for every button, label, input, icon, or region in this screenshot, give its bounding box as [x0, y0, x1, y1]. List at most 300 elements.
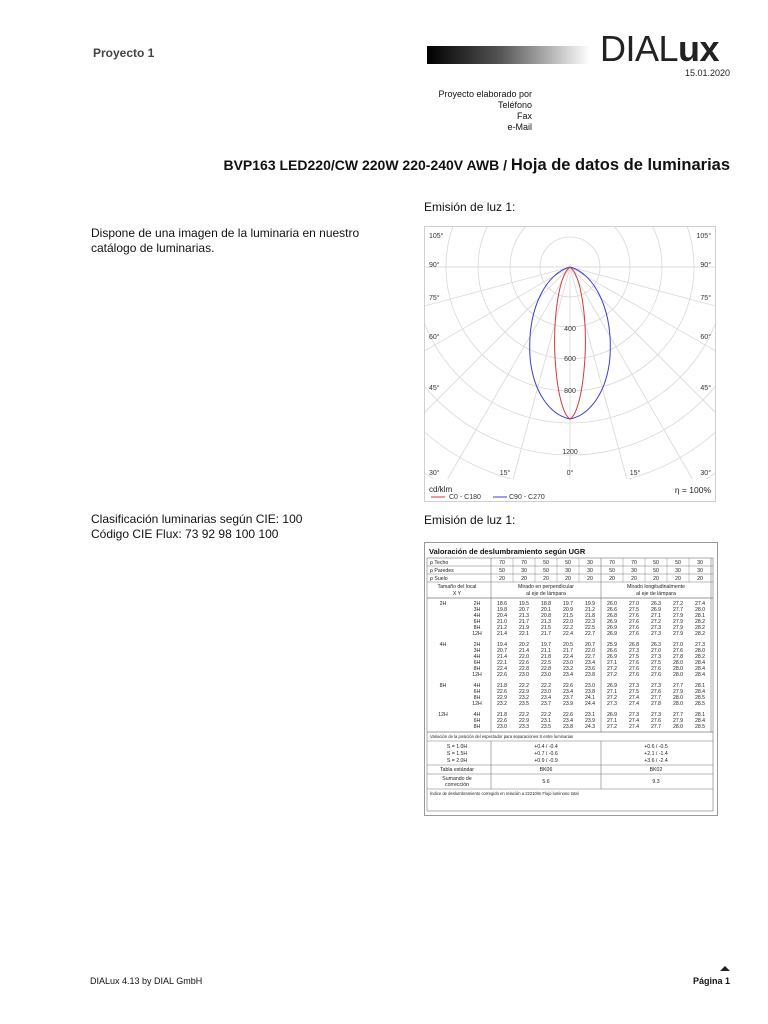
ugr-value: 28.4 [694, 666, 706, 672]
ugr-value: 21.1 [540, 648, 552, 654]
ugr-value: 22.4 [562, 654, 574, 660]
ugr-value: 21.8 [496, 712, 508, 718]
ugr-value: 19.8 [496, 607, 508, 613]
ugr-value: 27.3 [694, 642, 706, 648]
ugr-value: 27.6 [628, 660, 640, 666]
ugr-value: 27.1 [650, 613, 662, 619]
page-title [223, 156, 730, 175]
ugr-value: 23.2 [496, 701, 508, 707]
ugr-value: 27.6 [650, 718, 662, 724]
ugr-value: 27.4 [628, 724, 640, 730]
ugr-value: 22.4 [496, 666, 508, 672]
room-y-label: 8H [473, 724, 481, 730]
ugr-value: 22.3 [584, 619, 596, 625]
ugr-value: 21.8 [584, 613, 596, 619]
ugr-value: 21.4 [496, 631, 508, 637]
ugr-title: Valoración de deslumbramiento según UGR [429, 547, 586, 556]
ugr-value: 27.7 [672, 712, 684, 718]
radial-label: 600 [564, 356, 576, 363]
ugr-value: 22.6 [518, 660, 530, 666]
ugr-value: 18.8 [540, 601, 552, 607]
ugr-value: 23.9 [562, 701, 574, 707]
ugr-value: 27.5 [628, 689, 640, 695]
ugr-value: 27.6 [628, 672, 640, 678]
cie-classification: Clasificación luminarias según CIE: 100 [91, 512, 303, 526]
ugr-value: 20.5 [562, 642, 574, 648]
ugr-value: 27.6 [650, 689, 662, 695]
ugr-value: 28.0 [672, 695, 684, 701]
radial-label: 1200 [562, 449, 578, 456]
ugr-value: 22.0 [562, 619, 574, 625]
ugr-value: 27.5 [628, 654, 640, 660]
ugr-value: 28.1 [694, 613, 706, 619]
ugr-value: 26.3 [650, 642, 662, 648]
ugr-value: 22.6 [562, 683, 574, 689]
ugr-value: 28.0 [672, 724, 684, 730]
variation-note: Variación de la posición del espectador para separaciones S entre luminarias [430, 734, 574, 739]
ugr-value: 27.0 [628, 601, 640, 607]
ugr-value: 23.0 [496, 724, 508, 730]
room-x-label: 12H [438, 712, 448, 718]
room-y-label: 2H [473, 642, 481, 648]
ugr-value: 28.0 [672, 666, 684, 672]
ugr-value: 22.4 [562, 631, 574, 637]
room-x-label: 8H [439, 683, 447, 689]
ugr-value: 24.1 [584, 695, 596, 701]
ugr-glare-table [424, 542, 718, 816]
ugr-value: 27.0 [672, 642, 684, 648]
correction-label: corrección [445, 782, 469, 788]
ugr-value: 23.6 [584, 666, 596, 672]
ugr-value: 28.0 [672, 672, 684, 678]
contact-email: e-Mail [507, 122, 532, 132]
room-y-label: 8H [473, 625, 481, 631]
ugr-value: 22.2 [540, 712, 552, 718]
ugr-value: 26.6 [606, 607, 618, 613]
ugr-value: 23.4 [562, 672, 574, 678]
ugr-value: 27.1 [606, 718, 618, 724]
polar-unit: cd/klm [429, 485, 453, 494]
header-gradient-bar [427, 46, 590, 64]
ugr-value: 23.2 [562, 666, 574, 672]
ugr-value: 27.3 [650, 683, 662, 689]
ugr-value: 22.7 [584, 654, 596, 660]
reflectance-value: 30 [587, 560, 593, 566]
ugr-value: 27.6 [628, 666, 640, 672]
correction-label: Sumando de [442, 776, 472, 782]
ugr-value: 27.1 [606, 660, 618, 666]
ugr-value: 23.1 [584, 712, 596, 718]
ugr-value: 28.4 [694, 689, 706, 695]
room-y-label: 8H [473, 695, 481, 701]
ugr-value: 26.3 [650, 601, 662, 607]
ugr-value: 27.3 [628, 648, 640, 654]
reflectance-value: 50 [653, 568, 659, 574]
ugr-value: 23.0 [562, 660, 574, 666]
ugr-value: 22.1 [496, 660, 508, 666]
ugr-value: 20.7 [584, 642, 596, 648]
ugr-value: 28.2 [694, 619, 706, 625]
cie-flux-code: Código CIE Flux: 73 92 98 100 100 [91, 527, 279, 541]
ugr-value: 27.8 [672, 654, 684, 660]
ugr-value: 19.4 [496, 642, 508, 648]
reflectance-label: ρ Suelo [430, 576, 448, 582]
reflectance-value: 20 [697, 576, 703, 582]
document-date: 15.01.2020 [684, 68, 730, 78]
reflectance-value: 20 [543, 576, 549, 582]
ugr-value: 26.9 [606, 683, 618, 689]
reflectance-value: 20 [587, 576, 593, 582]
ugr-value: 26.9 [606, 631, 618, 637]
room-x-label: 4H [439, 642, 447, 648]
room-y-label: 8H [473, 666, 481, 672]
ugr-value: 23.8 [562, 724, 574, 730]
longitudinal-label: Mirado longitudinalmente [627, 584, 685, 590]
ugr-value: 27.4 [628, 695, 640, 701]
reflectance-value: 50 [653, 560, 659, 566]
ugr-value: 22.7 [584, 631, 596, 637]
angle-label-left: 90° [429, 262, 440, 269]
reflectance-value: 20 [521, 576, 527, 582]
room-y-label: 4H [473, 712, 481, 718]
dialux-logo [600, 28, 719, 70]
page-up-arrow-icon[interactable] [720, 966, 730, 971]
ugr-value: 27.7 [672, 607, 684, 613]
ugr-value: 22.2 [518, 683, 530, 689]
spacing-label: S = 1.0H [446, 744, 468, 750]
ugr-value: 27.3 [650, 654, 662, 660]
reflectance-value: 50 [543, 568, 549, 574]
angle-label-left: 45° [429, 385, 440, 392]
room-size-label: Tamaño del local [437, 584, 477, 590]
emission-label-1: Emisión de luz 1: [424, 200, 516, 214]
room-y-label: 2H [473, 601, 481, 607]
ugr-value: 20.1 [540, 607, 552, 613]
ugr-value: 22.8 [518, 666, 530, 672]
reflectance-value: 20 [675, 576, 681, 582]
ugr-value: 27.9 [672, 613, 684, 619]
ugr-value: 26.9 [606, 625, 618, 631]
ugr-value: 28.2 [694, 631, 706, 637]
ugr-value: 21.0 [496, 619, 508, 625]
ugr-value: 27.3 [650, 631, 662, 637]
ugr-value: 27.2 [606, 724, 618, 730]
ugr-value: 20.2 [518, 642, 530, 648]
logo-text-bold: ux [678, 28, 720, 69]
variation-longitudinal: +3.6 / -2.4 [644, 758, 668, 764]
ugr-value: 28.5 [694, 724, 706, 730]
footer-page-number: Página 1 [692, 976, 730, 986]
ugr-value: 27.3 [628, 712, 640, 718]
room-y-label: 4H [473, 613, 481, 619]
ugr-value: 27.6 [628, 631, 640, 637]
ugr-value: 19.9 [584, 601, 596, 607]
ugr-value: 26.6 [606, 648, 618, 654]
ugr-value: 21.3 [518, 613, 530, 619]
ugr-value: 27.6 [672, 648, 684, 654]
ugr-value: 21.9 [518, 625, 530, 631]
angle-label-right: 75° [700, 295, 711, 302]
contact-fax: Fax [516, 111, 532, 121]
reflectance-value: 20 [609, 576, 615, 582]
ugr-value: 21.5 [540, 625, 552, 631]
ugr-value: 22.6 [496, 689, 508, 695]
ugr-value: 28.0 [672, 701, 684, 707]
logo-text-light: DIAL [600, 28, 679, 69]
room-y-label: 4H [473, 683, 481, 689]
spacing-label: S = 1.5H [446, 751, 468, 757]
ugr-value: 22.8 [540, 666, 552, 672]
reflectance-value: 50 [565, 560, 571, 566]
ugr-value: 21.7 [562, 648, 574, 654]
ugr-value: 20.7 [518, 607, 530, 613]
ugr-value: 28.2 [694, 654, 706, 660]
angle-label-left: 30° [429, 470, 440, 477]
reflectance-value: 30 [697, 568, 703, 574]
ugr-value: 21.4 [496, 654, 508, 660]
ugr-value: 27.2 [606, 672, 618, 678]
ugr-value: 28.4 [694, 718, 706, 724]
ugr-value: 27.5 [628, 607, 640, 613]
ugr-value: 22.0 [584, 648, 596, 654]
ugr-value: 22.2 [540, 683, 552, 689]
reflectance-value: 20 [653, 576, 659, 582]
ugr-value: 27.3 [650, 712, 662, 718]
ugr-value: 22.9 [518, 718, 530, 724]
ugr-value: 27.4 [628, 718, 640, 724]
ugr-value: 22.6 [496, 672, 508, 678]
ugr-value: 26.8 [606, 613, 618, 619]
ugr-value: 23.5 [540, 724, 552, 730]
reflectance-value: 20 [565, 576, 571, 582]
ugr-value: 22.5 [584, 625, 596, 631]
contact-phone: Teléfono [497, 100, 532, 110]
ugr-value: 23.4 [562, 718, 574, 724]
ugr-value: 28.1 [694, 683, 706, 689]
ugr-value: 28.0 [672, 660, 684, 666]
radial-label: 800 [564, 388, 576, 395]
ugr-value: 26.9 [606, 712, 618, 718]
room-y-label: 4H [473, 654, 481, 660]
angle-label-left: 105° [429, 233, 444, 240]
angle-label-left: 75° [429, 295, 440, 302]
ugr-value: 27.8 [650, 701, 662, 707]
reflectance-value: 20 [631, 576, 637, 582]
ugr-value: 21.2 [584, 607, 596, 613]
reflectance-label: ρ Paredes [430, 568, 454, 574]
ugr-value: 27.9 [672, 631, 684, 637]
ugr-value: 27.2 [606, 695, 618, 701]
room-x-label: 2H [439, 601, 447, 607]
ugr-value: 23.4 [562, 689, 574, 695]
ugr-value: 27.2 [672, 601, 684, 607]
ugr-value: 22.5 [540, 660, 552, 666]
polar-diagram-panel [424, 226, 716, 502]
reflectance-value: 70 [521, 560, 527, 566]
emission-label-2: Emisión de luz 1: [424, 513, 516, 527]
ugr-value: 20.4 [496, 613, 508, 619]
reflectance-value: 50 [543, 560, 549, 566]
ugr-footnote: Índice de deslumbramiento corregido en relación a 22210lm Flujo luminoso total [430, 791, 579, 796]
ugr-value: 25.9 [606, 642, 618, 648]
ugr-value: 23.0 [540, 672, 552, 678]
ugr-value: 24.3 [584, 724, 596, 730]
ugr-value: 28.1 [694, 712, 706, 718]
room-y-label: 6H [473, 718, 481, 724]
ugr-value: 26.8 [628, 642, 640, 648]
variation-longitudinal: +0.6 / -0.5 [644, 744, 668, 750]
xy-label: X Y [452, 591, 462, 597]
angle-label-bottom: 15° [629, 470, 641, 477]
ugr-value: 23.3 [518, 724, 530, 730]
ugr-value: 27.9 [672, 625, 684, 631]
ugr-value: 22.2 [518, 712, 530, 718]
ugr-value: 28.0 [694, 648, 706, 654]
reflectance-value: 20 [499, 576, 505, 582]
reflectance-value: 70 [499, 560, 505, 566]
ugr-value: 27.3 [650, 625, 662, 631]
room-y-label: 3H [473, 648, 481, 654]
ugr-value: 27.6 [650, 672, 662, 678]
ugr-value: 19.5 [518, 601, 530, 607]
ugr-value: 20.7 [496, 648, 508, 654]
ugr-value: 21.3 [540, 619, 552, 625]
ugr-value: 27.7 [672, 683, 684, 689]
room-y-label: 6H [473, 660, 481, 666]
ugr-value: 23.1 [540, 718, 552, 724]
ugr-value: 20.9 [562, 607, 574, 613]
angle-label-right: 60° [700, 334, 711, 341]
angle-label-right: 90° [700, 262, 711, 269]
reflectance-value: 50 [675, 560, 681, 566]
polar-grid [425, 227, 715, 501]
ugr-value: 27.2 [650, 619, 662, 625]
radial-label: 400 [564, 326, 576, 333]
room-y-label: 12H [472, 631, 482, 637]
room-y-label: 6H [473, 689, 481, 695]
ugr-value: 23.0 [540, 689, 552, 695]
variation-perpendicular: +0.4 / -0.4 [534, 744, 558, 750]
standard-table-longitudinal: BK02 [649, 767, 663, 773]
standard-table-perpendicular: BK06 [539, 767, 553, 773]
ugr-value: 20.8 [540, 613, 552, 619]
ugr-value: 23.8 [584, 689, 596, 695]
ugr-value: 19.7 [540, 642, 552, 648]
ugr-value: 23.4 [540, 695, 552, 701]
ugr-cells [430, 560, 705, 796]
ugr-value: 21.8 [496, 683, 508, 689]
reflectance-value: 50 [499, 568, 505, 574]
polar-diagram [425, 227, 715, 501]
ugr-value: 27.6 [628, 619, 640, 625]
ugr-table-svg [425, 543, 717, 815]
ugr-value: 23.2 [518, 695, 530, 701]
ugr-value: 27.6 [628, 625, 640, 631]
ugr-value: 27.7 [650, 724, 662, 730]
ugr-value: 21.8 [540, 654, 552, 660]
ugr-value: 26.9 [650, 607, 662, 613]
ugr-value: 27.4 [694, 601, 706, 607]
project-name: Proyecto 1 [93, 46, 155, 60]
ugr-value: 21.2 [496, 625, 508, 631]
ugr-value: 27.9 [672, 689, 684, 695]
ugr-value: 21.7 [540, 631, 552, 637]
reflectance-value: 30 [675, 568, 681, 574]
ugr-value: 26.9 [606, 619, 618, 625]
correction-perpendicular: 5.6 [542, 779, 550, 785]
ugr-value: 27.3 [606, 701, 618, 707]
reflectance-value: 30 [521, 568, 527, 574]
ugr-value: 23.8 [584, 672, 596, 678]
ugr-value: 22.0 [518, 654, 530, 660]
ugr-value: 23.0 [584, 683, 596, 689]
room-y-label: 12H [472, 672, 482, 678]
ugr-value: 28.2 [694, 625, 706, 631]
ugr-value: 27.4 [628, 701, 640, 707]
angle-label-right: 105° [696, 233, 711, 240]
reflectance-value: 30 [697, 560, 703, 566]
ugr-value: 22.9 [518, 689, 530, 695]
ugr-value: 28.0 [694, 607, 706, 613]
reflectance-value: 70 [609, 560, 615, 566]
ugr-value: 22.6 [496, 718, 508, 724]
contact-prepared-by: Proyecto elaborado por [438, 89, 532, 99]
perpendicular-label: Mirado en perpendicular [518, 584, 574, 590]
room-y-label: 12H [472, 701, 482, 707]
variation-perpendicular: +0.7 / -0.6 [534, 751, 558, 757]
ugr-value: 22.6 [562, 712, 574, 718]
spacing-label: S = 2.0H [446, 758, 468, 764]
ugr-value: 27.6 [628, 613, 640, 619]
ugr-value: 23.9 [584, 718, 596, 724]
angle-label-bottom: 0° [566, 470, 574, 477]
ugr-value: 27.0 [650, 648, 662, 654]
ugr-value: 28.5 [694, 701, 706, 707]
standard-table-label: Tabla estándar [439, 767, 475, 773]
ugr-value: 23.4 [584, 660, 596, 666]
product-name: BVP163 LED220/CW 220W 220-240V AWB / [223, 157, 511, 173]
longitudinal-sub: al eje de lámpara [636, 591, 676, 597]
legend-c0-label: C0 - C180 [449, 494, 481, 501]
ugr-value: 27.6 [650, 666, 662, 672]
polar-eta: η = 100% [674, 485, 711, 495]
ugr-value: 27.1 [606, 689, 618, 695]
ugr-value: 27.5 [650, 660, 662, 666]
ugr-value: 26.0 [606, 601, 618, 607]
perpendicular-sub: al eje de lámpara [526, 591, 566, 597]
angle-label-right: 45° [700, 385, 711, 392]
ugr-value: 24.4 [584, 701, 596, 707]
ugr-value: 28.5 [694, 695, 706, 701]
ugr-value: 22.9 [496, 695, 508, 701]
ugr-value: 23.0 [518, 672, 530, 678]
angle-label-bottom: 15° [499, 470, 511, 477]
ugr-value: 27.3 [628, 683, 640, 689]
angle-label-left: 60° [429, 334, 440, 341]
reflectance-value: 30 [565, 568, 571, 574]
reflectance-value: 30 [631, 568, 637, 574]
reflectance-value: 50 [609, 568, 615, 574]
correction-longitudinal: 9.3 [652, 779, 660, 785]
angle-label-right: 30° [700, 470, 711, 477]
ugr-value: 26.9 [606, 654, 618, 660]
ugr-value: 23.5 [518, 701, 530, 707]
sheet-title: Hoja de datos de luminarias [510, 156, 730, 174]
room-y-label: 6H [473, 619, 481, 625]
ugr-value: 27.7 [650, 695, 662, 701]
reflectance-label: ρ Techo [430, 560, 449, 566]
ugr-value: 21.7 [518, 619, 530, 625]
